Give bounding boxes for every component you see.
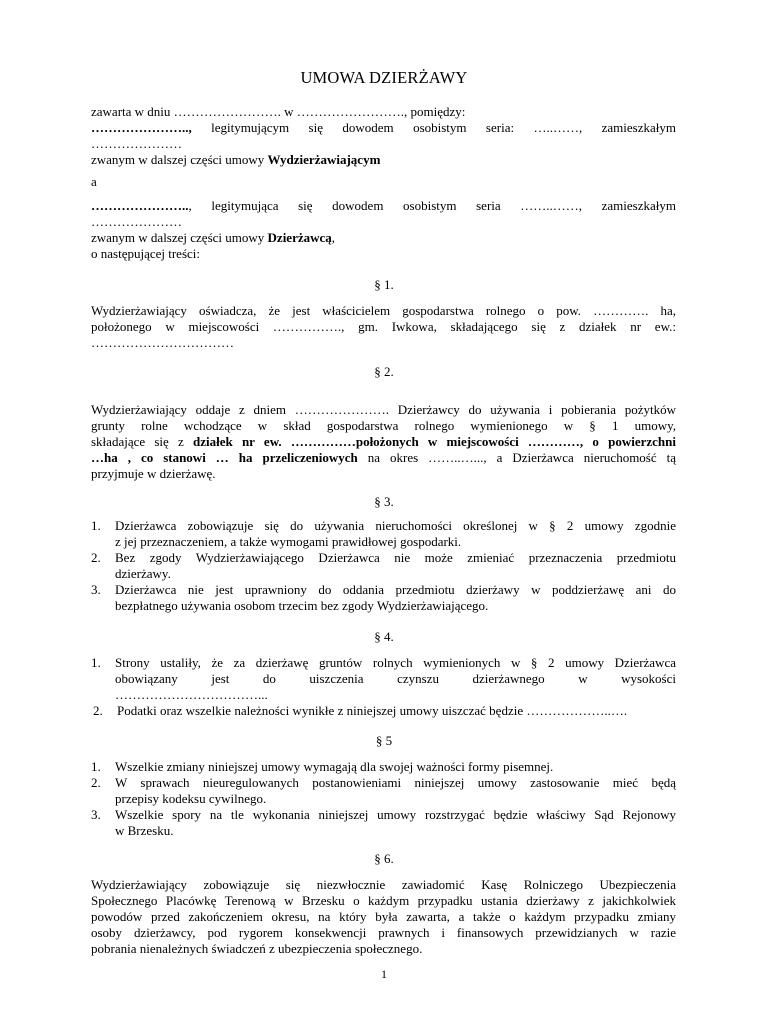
party1-name: …………………..,: [91, 120, 192, 135]
paragraph-line: położonego w miejscowości ……………., gm. Iwkowa, składającego się z działek nr ew.:: [91, 319, 676, 334]
paragraph-line: …ha , co stanowi … ha przeliczeniowych na okres ……..…..., a Dzierżawca nieruchomość tą: [91, 450, 677, 465]
list-item: 3. Dzierżawca nie jest uprawniony do oddania przedmiotu dzierżawy w poddzierżawę ani do bezpłatnego używania osobom trzecim bez zgody Wydzierżawiającego.: [91, 582, 676, 613]
paragraph-line: Społecznego Placówkę Terenową w Brzesku o każdym przypadku ustania dzierżawy z jakichkolwiek: [91, 893, 676, 908]
party2-role: Dzierżawcą: [267, 230, 332, 245]
paragraph-line: osoby dzierżawcy, pod rygorem konsekwencji prawnych i finansowych przewidzianych w razie: [91, 925, 676, 940]
section-5-list: [91, 759, 676, 839]
section-2-body: [91, 402, 676, 482]
section-1-heading: § 1.: [374, 277, 394, 292]
paragraph-line: pobrania nienależnych świadczeń z ubezpieczenia społecznego.: [91, 941, 423, 956]
page-number: 1: [381, 967, 387, 981]
paragraph-line: Wydzierżawiający oddaje z dniem …………………. Dzierżawcy do używania i pobierania pożytków: [91, 402, 676, 417]
following-line: o następującej treści:: [91, 246, 201, 261]
party2-section: [91, 198, 676, 262]
list-item: 2. Bez zgody Wydzierżawiającego Dzierżawca nie może zmieniać przeznaczenia przedmiotu dzierżawy.: [91, 550, 676, 581]
paragraph-line: przyjmuje w dzierżawę.: [91, 466, 216, 481]
party2-dots: …………………: [91, 214, 182, 229]
paragraph-line: ……………………………: [91, 335, 234, 350]
section-3-list: [91, 518, 676, 614]
party2-line: ………………….., legitymująca się dowodem osobistym seria ……..……, zamieszkałym: [91, 198, 676, 213]
list-item: 2. W sprawach nieuregulowanych postanowieniami niniejszej umowy zastosowanie mieć będą przepisy kodeksu cywilnego.: [91, 775, 676, 806]
list-item: 1. Dzierżawca zobowiązuje się do używania nieruchomości określonej w § 2 umowy zgodnie z jej przeznaczeniem, a także wymogami prawidłowej gospodarki.: [91, 518, 676, 549]
section-6-heading: § 6.: [374, 851, 394, 866]
section-4-heading: § 4.: [374, 629, 394, 644]
section-4-list: [91, 655, 676, 719]
section-1-body: [91, 303, 676, 351]
paragraph-line: grunty rolne wchodzące w skład gospodarstwa rolnego wymienionego w § 1 umowy,: [91, 418, 676, 433]
intro-section: [91, 104, 676, 168]
paragraph-line: powodów przed zakończeniem okresu, na który była zawarta, a także o każdym przypadku zmiany: [91, 909, 676, 924]
section-5-heading: § 5: [375, 733, 393, 748]
section-3-heading: § 3.: [374, 494, 394, 509]
party1-dots: …………………: [91, 136, 182, 151]
party1-called: zwanym w dalszej części umowy Wydzierżawiającym: [91, 152, 381, 167]
paragraph-line: składające się z działek nr ew. ……………położonych w miejscowości …………, o powierzchni: [91, 434, 676, 449]
list-item: 1. Wszelkie zmiany niniejszej umowy wymagają dla swojej ważności formy pisemnej.: [91, 759, 554, 774]
section-6-body: [91, 877, 676, 957]
party2-name: …………………..: [91, 198, 189, 213]
and-label: a: [91, 174, 97, 189]
list-item: 3. Wszelkie spory na tle wykonania niniejszej umowy rozstrzygać będzie właściwy Sąd Rejonowy w Brzesku.: [91, 807, 676, 838]
paragraph-line: Wydzierżawiający oświadcza, że jest właścicielem gospodarstwa rolnego o pow. …………. ha,: [91, 303, 676, 318]
party2-called: zwanym w dalszej części umowy Dzierżawcą,: [91, 230, 336, 245]
document-title: UMOWA DZIERŻAWY: [300, 68, 468, 87]
intro-line: zawarta w dniu ……………………. w ……………………., pomiędzy:: [91, 104, 466, 119]
section-2-heading: § 2.: [374, 364, 394, 379]
party1-role: Wydzierżawiającym: [267, 152, 381, 167]
list-item: 1. Strony ustaliły, że za dzierżawę gruntów rolnych wymienionych w § 2 umowy Dzierżawca obowiązany jest do uiszczenia czynszu dzierżawnego w wysokości ……………………………...: [91, 655, 676, 702]
list-item: 2. Podatki oraz wszelkie należności wynikłe z niniejszej umowy uiszczać będzie ………………..….: [93, 703, 628, 718]
party1-line: ………………….., legitymującym się dowodem osobistym seria: …..……, zamieszkałym: [91, 120, 676, 135]
paragraph-line: Wydzierżawiający zobowiązuje się niezwłocznie zawiadomić Kasę Rolniczego Ubezpieczenia: [91, 877, 676, 892]
